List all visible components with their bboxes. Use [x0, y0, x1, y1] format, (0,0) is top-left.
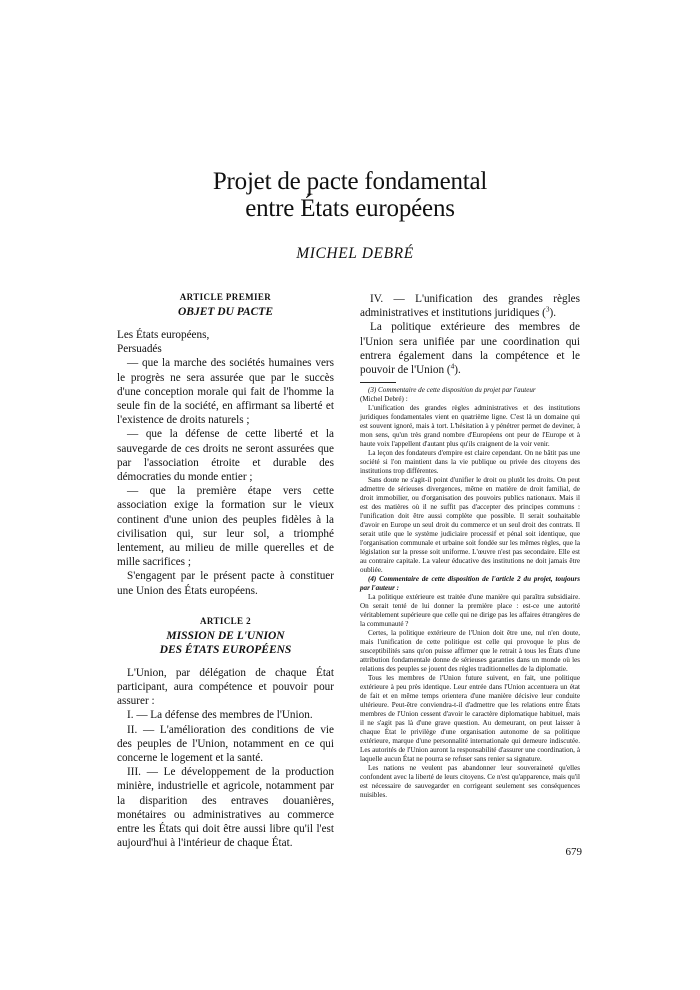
article-2-heading-line-1: MISSION DE L'UNION — [166, 629, 285, 642]
article-2-heading — [117, 629, 334, 657]
paragraph: — que la défense de cette liberté et la sauvegarde de ces droits ne seront assurées que par l'association étroite et durable des démocraties du monde entier ; — [117, 428, 334, 484]
paragraph: III. — Le développement de la production minière, industrielle et agricole, notamment par la disparition des entraves douanières, monétaires ou administratives au commerce entre les États qui doit être aussi libre qu'il l'est aujourd'hui à l'intérieur de chaque État. — [117, 766, 334, 850]
paragraph: — que la première étape vers cette association exige la formation sur le vieux continent d'une union des peuples fidèles à la civilisation qui, sur leur sol, a triomphé lentement, au milieu de mille querelles et de mille sacrifices ; — [117, 485, 334, 569]
right-column — [360, 292, 580, 800]
footnote-paragraph: L'unification des grandes règles administratives et des institutions juridiques fondamentales vient en quatrième ligne. C'est là un domaine qui est souvent ignoré, mais à tort. L'hésitation à y pénétrer permet de deviner, à mon sens, qu'un très grand nombre d'Européens ont peur de l'Europe et à haute voix l'appellent d'autant plus qu'ils craignent de la voir venir. — [360, 404, 580, 449]
title-line-1: Projet de pacte fondamental — [212, 168, 488, 195]
article-2-heading-line-2: DES ÉTATS EUROPÉENS — [159, 643, 292, 656]
footnote-divider — [360, 382, 396, 383]
left-column — [117, 292, 334, 851]
paragraph: La politique extérieure des membres de l'Union sera unifiée par une coordination qui entrera également dans la compétence et le pouvoir de l'Union ($^4$). — [360, 321, 580, 377]
spacer — [117, 598, 334, 616]
paragraph: Les États européens, — [117, 329, 210, 341]
article-1-heading: OBJET DU PACTE — [178, 306, 273, 318]
paragraph: — que la marche des sociétés humaines vers le progrès ne sera assurée que par le succès d'une conception morale qui fait de l'homme la seule fin de la société, en affirmant sa liberté et l'existence de droits naturels ; — [117, 357, 334, 427]
footnotes — [360, 386, 580, 800]
title-line-2: entre États européens — [245, 195, 455, 222]
paragraph: S'engagent par le présent pacte à constituer une Union des États européens. — [117, 570, 334, 597]
author-name: MICHEL DEBRÉ — [296, 245, 414, 262]
paragraph: II. — L'amélioration des conditions de vie des peuples de l'Union, notamment en ce qui concerne le logement et la santé. — [117, 723, 334, 765]
footnote-paragraph: La politique extérieure est traitée d'une manière qui paraîtra subsidiaire. On serait tenté de lui donner la première place : est-ce une autorité véritablement supérieure que celle qui ne dirige pas les affaires étrangères de la communauté ? — [360, 593, 580, 629]
footnote-paragraph: Les nations ne veulent pas abandonner leur souveraineté qu'elles confondent avec la liberté de leurs citoyens. Ce n'est qu'apparence, mais qu'il est nécessaire de sauvegarder en corrigeant seulement ses conséquences nuisibles. — [360, 764, 580, 800]
footnote-ref-3[interactable]: 3 — [545, 305, 550, 314]
page-title — [140, 168, 560, 222]
paragraph: Persuadés — [117, 343, 162, 356]
footnote-paragraph: Tous les membres de l'Union future suivent, en fait, une politique extérieure à peu près identique. Leur entrée dans l'Union accentuera un état de fait et en même temps orientera d'une manière décisive leur conduite ultérieure. Peut-être conviendra-t-il d'admettre que les relations entre États membres de l'Union cessent d'avoir le caractère diplomatique habituel, mais il ne s'agit pas là d'une grave question. Au demeurant, on peut laisser à chaque État le privilège d'une organisation autonome de sa politique extérieure, marque d'une personnalité internationale qui demeure indiscutée. Les autorités de l'Union auront la responsabilité d'assurer une coordination, à laquelle aucun État ne pourra se refuser sans renier sa signature. — [360, 674, 580, 764]
article-2-label: ARTICLE 2 — [199, 615, 252, 626]
footnote-4-heading: (4) Commentaire de cette disposition de l'article 2 du projet, toujours par l'auteur : — [360, 575, 580, 593]
page-number: 679 — [565, 846, 582, 858]
footnote-paragraph: Certes, la politique extérieure de l'Union doit être une, nul n'en doute, mais l'unification de cette politique est celle qui provoque le plus de susceptibilités sans qu'on puisse affirmer que le retrait à tous les États d'une attribution fondamentale donne de sérieuses garanties dans un monde où les relations des peuples se jouent des règles traditionnelles de la diplomatie. — [360, 629, 580, 674]
footnote-paragraph: La leçon des fondateurs d'empire est claire cependant. On ne bâtit pas une société si l'on maintient dans la vie publique ou privée des citoyens des institutions trop différentes. — [360, 449, 580, 476]
footnote-paragraph: Sans doute ne s'agit-il point d'unifier le droit ou plutôt les droits. On peut admettre de sérieuses divergences, même en matière de droit familial, de droit immobilier, ou d'organisation des pouvoirs publics nationaux. Mais il est des matières où il ne suffit pas d'accepter des principes communs : l'unification doit être aussi complète que possible. Il serait souhaitable d'avoir en Europe un seul droit du commerce et un seul droit des contrats. Il serait utile que le système judiciaire processif et pénal soit identique, que l'organisation communale et urbaine soit fondée sur les mêmes règles, que la législation sur la presse soit uniforme. L'œuvre n'est pas secondaire. Elle est au contraire capitale. La valeur éducative des institutions ne doit jamais être oubliée. — [360, 476, 580, 575]
footnote-3-heading: (3) Commentaire de cette disposition du projet par l'auteur — [368, 386, 536, 395]
footnote-3-author: (Michel Debré) : — [360, 395, 408, 404]
paragraph: L'Union, par délégation de chaque État participant, aura compétence et pouvoir pour assurer : — [117, 666, 334, 708]
paragraph: IV. — L'unification des grandes règles administratives et institutions juridiques ($^3$). — [360, 293, 580, 320]
footnote-ref-4[interactable]: 4 — [450, 362, 455, 371]
paragraph: I. — La défense des membres de l'Union. — [127, 709, 313, 722]
article-1-label: ARTICLE PREMIER — [179, 292, 272, 302]
